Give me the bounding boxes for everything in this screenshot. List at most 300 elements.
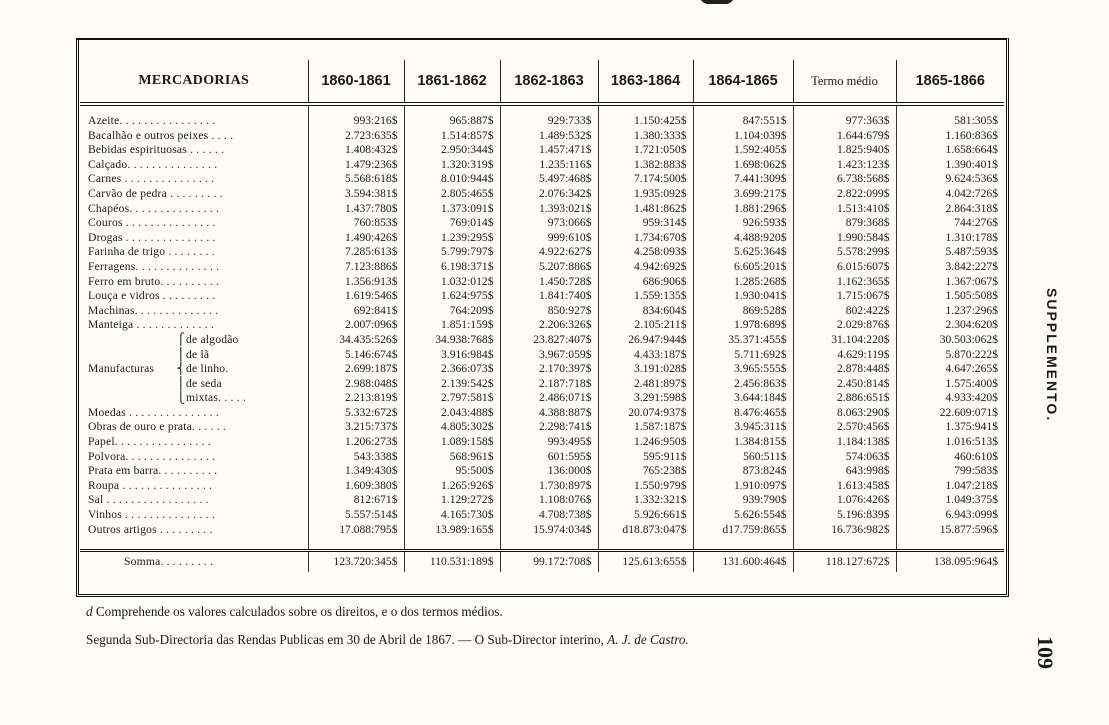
spacer-cell [793,104,896,114]
value-cell: 31.104:220$ [793,333,896,348]
value-cell: 1.016:513$ [896,435,1004,450]
table-row [80,435,1004,450]
manufacturas-sub-label: de seda [186,376,222,390]
table-row [80,202,1004,217]
value-cell: 1.237:296$ [896,304,1004,319]
value-cell: 460:610$ [896,450,1004,465]
value-cell: 3.699:217$ [693,187,793,202]
spacer-cell [598,537,693,551]
value-cell: 2.043:488$ [404,406,500,421]
value-cell: 9.624:536$ [896,172,1004,187]
value-cell: 5.146:674$ [308,348,404,363]
table-row [80,508,1004,523]
footnote-mark: d [86,604,93,619]
value-cell: 993:495$ [500,435,598,450]
value-cell: 1.721:050$ [598,143,693,158]
signature-text: Segunda Sub-Directoria das Rendas Publicas em 30 de Abril de 1867. — O Sub-Director interino, [86,632,608,647]
value-cell: 1.514:857$ [404,129,500,144]
value-cell: 2.723:635$ [308,129,404,144]
value-cell: 5.578:299$ [793,245,896,260]
value-cell: 16.736:982$ [793,523,896,538]
spacer-cell [80,537,308,551]
table-row [80,143,1004,158]
row-label: Prata em barra. . . . . . . . . . [88,464,218,478]
value-cell: 1.047:218$ [896,479,1004,494]
spacer-cell [896,537,1004,551]
row-label: Bebidas espirituosas . . . . . . [88,143,225,157]
value-cell: 1.489:532$ [500,129,598,144]
table-row [80,318,1004,333]
value-cell: 2.450:814$ [793,377,896,392]
value-cell: 20.074:937$ [598,406,693,421]
signature-name: A. J. de Castro. [607,632,689,647]
row-label: Outros artigos . . . . . . . . . [88,522,213,536]
value-cell: 1.658:664$ [896,143,1004,158]
value-cell: 1.479:236$ [308,158,404,173]
page-top-mark [700,0,734,4]
value-cell: 1.587:187$ [598,420,693,435]
value-cell: 3.842:227$ [896,260,1004,275]
value-cell: 99.172:708$ [500,551,598,573]
value-cell: 7.285:613$ [308,245,404,260]
value-cell: 1.349:430$ [308,464,404,479]
value-cell: 1.235:116$ [500,158,598,173]
spacer-cell [308,537,404,551]
value-cell: 2.076:342$ [500,187,598,202]
value-cell: 850:927$ [500,304,598,319]
value-cell: 3.644:184$ [693,391,793,406]
row-label: Farinha de trigo . . . . . . . . [88,245,215,259]
value-cell: 4.647:265$ [896,362,1004,377]
value-cell: 4.933:420$ [896,391,1004,406]
value-cell: 3.967:059$ [500,348,598,363]
value-cell: 138.095:964$ [896,551,1004,573]
value-cell: 744:276$ [896,216,1004,231]
manufacturas-label-cell [80,391,308,406]
value-cell: 5.568:618$ [308,172,404,187]
value-cell: 1.310:178$ [896,231,1004,246]
value-cell: 30.503:062$ [896,333,1004,348]
value-cell: 2.456:863$ [693,377,793,392]
value-cell: 4.388:887$ [500,406,598,421]
manufacturas-row [80,348,1004,363]
table-row [80,260,1004,275]
row-label: Vinhos . . . . . . . . . . . . . . . [88,508,215,522]
value-cell: 1.408:432$ [308,143,404,158]
value-cell: 4.433:187$ [598,348,693,363]
value-cell: 2.950:344$ [404,143,500,158]
spacer-row [80,104,1004,114]
spacer-cell [308,104,404,114]
value-cell: 574:063$ [793,450,896,465]
value-cell: 959:314$ [598,216,693,231]
value-cell: 2.298:741$ [500,420,598,435]
value-cell: 1.613:458$ [793,479,896,494]
value-cell: 5.926:661$ [598,508,693,523]
value-cell: 1.624:975$ [404,289,500,304]
row-label: Ferro em bruto. . . . . . . . . . [88,274,220,288]
value-cell: 35.371:455$ [693,333,793,348]
value-cell: 973:066$ [500,216,598,231]
value-cell: 1.129:272$ [404,493,500,508]
value-cell: 1.375:941$ [896,420,1004,435]
value-cell: 1.076:426$ [793,493,896,508]
value-cell: 1.160:836$ [896,129,1004,144]
table-body [80,104,1004,572]
value-cell: 118.127:672$ [793,551,896,573]
table-row [80,231,1004,246]
value-cell: 34.938:768$ [404,333,500,348]
value-cell: 1.457:471$ [500,143,598,158]
value-cell: 1.619:546$ [308,289,404,304]
value-cell: 1.490:426$ [308,231,404,246]
value-cell: 5.487:593$ [896,245,1004,260]
value-cell: 2.805:465$ [404,187,500,202]
value-cell: 1.978:689$ [693,318,793,333]
row-label: Carvão de pedra . . . . . . . . . [88,186,223,200]
value-cell: 3.916:984$ [404,348,500,363]
value-cell: 2.797:581$ [404,391,500,406]
signature-line [86,632,689,648]
value-cell: 1.881:296$ [693,202,793,217]
table-row [80,406,1004,421]
value-cell: 5.557:514$ [308,508,404,523]
value-cell: 1.698:062$ [693,158,793,173]
value-cell: 869:528$ [693,304,793,319]
manufacturas-label-cell [80,362,308,377]
row-label: Chapéos. . . . . . . . . . . . . . . [88,201,220,215]
value-cell: 8.063:290$ [793,406,896,421]
value-cell: 4.708:738$ [500,508,598,523]
value-cell: 993:216$ [308,114,404,129]
value-cell: 6.738:568$ [793,172,896,187]
value-cell: 23.827:407$ [500,333,598,348]
value-cell: 873:824$ [693,464,793,479]
value-cell: 1.715:067$ [793,289,896,304]
value-cell: 2.007:096$ [308,318,404,333]
brace-glyph: ⎩ [176,391,186,405]
value-cell: 131.600:464$ [693,551,793,573]
value-cell: 2.864:318$ [896,202,1004,217]
value-cell: 1.935:092$ [598,187,693,202]
side-label: SUPPLEMENTO. [1044,287,1060,423]
value-cell: 2.481:897$ [598,377,693,392]
header-row [80,60,1004,104]
value-cell: 5.870:222$ [896,348,1004,363]
value-cell: 847:551$ [693,114,793,129]
table-row [80,114,1004,129]
value-cell: d18.873:047$ [598,523,693,538]
value-cell: 929:733$ [500,114,598,129]
value-cell: 1.423:123$ [793,158,896,173]
spacer-cell [693,537,793,551]
value-cell: 581:305$ [896,114,1004,129]
value-cell: 1.380:333$ [598,129,693,144]
value-cell: 6.015:607$ [793,260,896,275]
value-cell: 879:368$ [793,216,896,231]
value-cell: 4.258:093$ [598,245,693,260]
value-cell: 1.285:268$ [693,275,793,290]
brace-glyph: ⎧ [176,332,186,346]
gap-row [80,537,1004,551]
value-cell: 834:604$ [598,304,693,319]
brace-glyph: ⎪ [176,347,186,361]
value-cell: 1.592:405$ [693,143,793,158]
row-label: Carnes . . . . . . . . . . . . . . . [88,172,215,186]
value-cell: 4.942:692$ [598,260,693,275]
value-cell: 5.711:692$ [693,348,793,363]
row-label: Obras de ouro e prata. . . . . . [88,420,227,434]
table-row [80,275,1004,290]
row-label: Roupa . . . . . . . . . . . . . . . [88,478,213,492]
value-cell: 6.198:371$ [404,260,500,275]
manufacturas-label: Manufacturas [88,362,155,376]
value-cell: 2.878:448$ [793,362,896,377]
value-cell: 2.486:071$ [500,391,598,406]
value-cell: 4.922:627$ [500,245,598,260]
manufacturas-row [80,391,1004,406]
value-cell: 1.104:039$ [693,129,793,144]
value-cell: 7.441:309$ [693,172,793,187]
table-row [80,289,1004,304]
value-cell: 1.734:670$ [598,231,693,246]
value-cell: 1.162:365$ [793,275,896,290]
value-cell: 5.626:554$ [693,508,793,523]
value-cell: 15.877:596$ [896,523,1004,538]
header-1861-1862: 1861-1862 [404,60,500,104]
table-row [80,479,1004,494]
value-cell: 1.481:862$ [598,202,693,217]
table-row [80,523,1004,538]
value-cell: 4.165:730$ [404,508,500,523]
value-cell: 965:887$ [404,114,500,129]
value-cell: 760:853$ [308,216,404,231]
value-cell: 5.196:839$ [793,508,896,523]
table-row [80,216,1004,231]
table-row [80,172,1004,187]
row-label: Sal . . . . . . . . . . . . . . . . . [88,493,209,507]
brace-glyph: ⎪ [176,376,186,390]
value-cell: 1.356:913$ [308,275,404,290]
value-cell: 3.215:737$ [308,420,404,435]
row-label: Machinas. . . . . . . . . . . . . . [88,303,219,317]
table-row [80,493,1004,508]
value-cell: 1.032:012$ [404,275,500,290]
header-1865-1866: 1865-1866 [896,60,1004,104]
spacer-cell [896,104,1004,114]
row-label: Calçado. . . . . . . . . . . . . . . [88,157,218,171]
value-cell: 3.191:028$ [598,362,693,377]
value-cell: 5.625:364$ [693,245,793,260]
page-number: 109 [1033,635,1058,669]
header-1862-1863: 1862-1863 [500,60,598,104]
value-cell: 3.291:598$ [598,391,693,406]
value-cell: 1.332:321$ [598,493,693,508]
value-cell: 3.945:311$ [693,420,793,435]
spacer-cell [500,537,598,551]
value-cell: 1.505:508$ [896,289,1004,304]
value-cell: 2.822:099$ [793,187,896,202]
manufacturas-sub-label: de algodão [186,332,239,346]
table-row [80,158,1004,173]
value-cell: 926:593$ [693,216,793,231]
value-cell: 4.042:726$ [896,187,1004,202]
footnote-text: Comprehende os valores calculados sobre os direitos, e o dos termos médios. [92,604,503,619]
header-1863-1864: 1863-1864 [598,60,693,104]
manufacturas-label-cell [80,348,308,363]
value-cell: 15.974:034$ [500,523,598,538]
value-cell: 692:841$ [308,304,404,319]
value-cell: 686:906$ [598,275,693,290]
spacer-cell [793,537,896,551]
table-row [80,450,1004,465]
value-cell: 939:790$ [693,493,793,508]
value-cell: 2.170:397$ [500,362,598,377]
table-row [80,420,1004,435]
value-cell: 8.010:944$ [404,172,500,187]
value-cell: 1.825:940$ [793,143,896,158]
value-cell: 1.382:883$ [598,158,693,173]
value-cell: 125.613:655$ [598,551,693,573]
value-cell: 1.550:979$ [598,479,693,494]
value-cell: 13.989:165$ [404,523,500,538]
value-cell: 1.513:410$ [793,202,896,217]
value-cell: 1.373:091$ [404,202,500,217]
value-cell: 799:583$ [896,464,1004,479]
value-cell: 5.799:797$ [404,245,500,260]
value-cell: 2.105:211$ [598,318,693,333]
manufacturas-sub-label: de lã [186,347,210,361]
value-cell: 2.029:876$ [793,318,896,333]
total-row [80,551,1004,573]
manufacturas-sub-label: mixtas. . . . . [186,391,247,405]
value-cell: 769:014$ [404,216,500,231]
row-label: Moedas . . . . . . . . . . . . . . . [88,405,219,419]
table-row [80,129,1004,144]
spacer-cell [404,537,500,551]
row-label: Polvora. . . . . . . . . . . . . . . [88,449,216,463]
value-cell: 1.049:375$ [896,493,1004,508]
manufacturas-sub-label: de linho. [186,362,229,376]
value-cell: 1.450:728$ [500,275,598,290]
value-cell: 1.730:897$ [500,479,598,494]
value-cell: 1.108:076$ [500,493,598,508]
value-cell: 2.206:326$ [500,318,598,333]
mercadorias-table [80,60,1004,572]
value-cell: 1.246:950$ [598,435,693,450]
row-label: Manteiga . . . . . . . . . . . . . [88,318,214,332]
value-cell: 2.213:819$ [308,391,404,406]
row-label: Papel. . . . . . . . . . . . . . . . [88,435,211,449]
value-cell: 1.559:135$ [598,289,693,304]
value-cell: 1.239:295$ [404,231,500,246]
value-cell: 1.609:380$ [308,479,404,494]
table-row [80,304,1004,319]
value-cell: 2.139:542$ [404,377,500,392]
row-label: Bacalhão e outros peixes . . . . [88,128,234,142]
row-label: Ferragens. . . . . . . . . . . . . . [88,259,220,273]
row-label: Couros . . . . . . . . . . . . . . . [88,216,216,230]
value-cell: 2.570:456$ [793,420,896,435]
value-cell: 1.910:097$ [693,479,793,494]
value-cell: 2.366:073$ [404,362,500,377]
value-cell: 560:511$ [693,450,793,465]
value-cell: 4.488:920$ [693,231,793,246]
value-cell: 1.990:584$ [793,231,896,246]
row-label: Drogas . . . . . . . . . . . . . . . [88,230,216,244]
value-cell: 1.644:679$ [793,129,896,144]
header-mercadorias: MERCADORIAS [80,60,308,104]
manufacturas-label-cell [80,333,308,348]
value-cell: 1.367:067$ [896,275,1004,290]
value-cell: 1.575:400$ [896,377,1004,392]
value-cell: 999:610$ [500,231,598,246]
value-cell: d17.759:865$ [693,523,793,538]
value-cell: 643:998$ [793,464,896,479]
manufacturas-row [80,333,1004,348]
value-cell: 26.947:944$ [598,333,693,348]
value-cell: 7.123:886$ [308,260,404,275]
value-cell: 6.943:099$ [896,508,1004,523]
value-cell: 1.184:138$ [793,435,896,450]
spacer-cell [500,104,598,114]
value-cell: 8.476:465$ [693,406,793,421]
footnote [86,604,503,620]
value-cell: 1.851:159$ [404,318,500,333]
value-cell: 6.605:201$ [693,260,793,275]
value-cell: 1.089:158$ [404,435,500,450]
brace-glyph: ⎨ [176,362,186,376]
spacer-cell [693,104,793,114]
value-cell: 5.207:886$ [500,260,598,275]
row-label: Somma. . . . . . . . . [80,551,308,573]
manufacturas-row [80,362,1004,377]
spacer-cell [404,104,500,114]
table-row [80,464,1004,479]
value-cell: 1.384:815$ [693,435,793,450]
value-cell: 812:671$ [308,493,404,508]
manufacturas-row [80,377,1004,392]
header-1860-1861: 1860-1861 [308,60,404,104]
value-cell: 1.930:041$ [693,289,793,304]
value-cell: 2.988:048$ [308,377,404,392]
value-cell: 595:911$ [598,450,693,465]
value-cell: 3.965:555$ [693,362,793,377]
value-cell: 802:422$ [793,304,896,319]
row-label: Louça e vidros . . . . . . . . . [88,289,216,303]
value-cell: 2.699:187$ [308,362,404,377]
spacer-cell [80,104,308,114]
value-cell: 22.609:071$ [896,406,1004,421]
value-cell: 601:595$ [500,450,598,465]
value-cell: 17.088:795$ [308,523,404,538]
value-cell: 110.531:189$ [404,551,500,573]
value-cell: 4.805:302$ [404,420,500,435]
spacer-cell [598,104,693,114]
value-cell: 543:338$ [308,450,404,465]
row-label: Azeite. . . . . . . . . . . . . . . . [88,114,216,127]
value-cell: 136:000$ [500,464,598,479]
value-cell: 764:209$ [404,304,500,319]
value-cell: 1.390:401$ [896,158,1004,173]
value-cell: 123.720:345$ [308,551,404,573]
value-cell: 3.594:381$ [308,187,404,202]
value-cell: 765:238$ [598,464,693,479]
value-cell: 1.265:926$ [404,479,500,494]
header-1864-1865: 1864-1865 [693,60,793,104]
value-cell: 7.174:500$ [598,172,693,187]
header-termo-medio: Termo médio [793,60,896,104]
